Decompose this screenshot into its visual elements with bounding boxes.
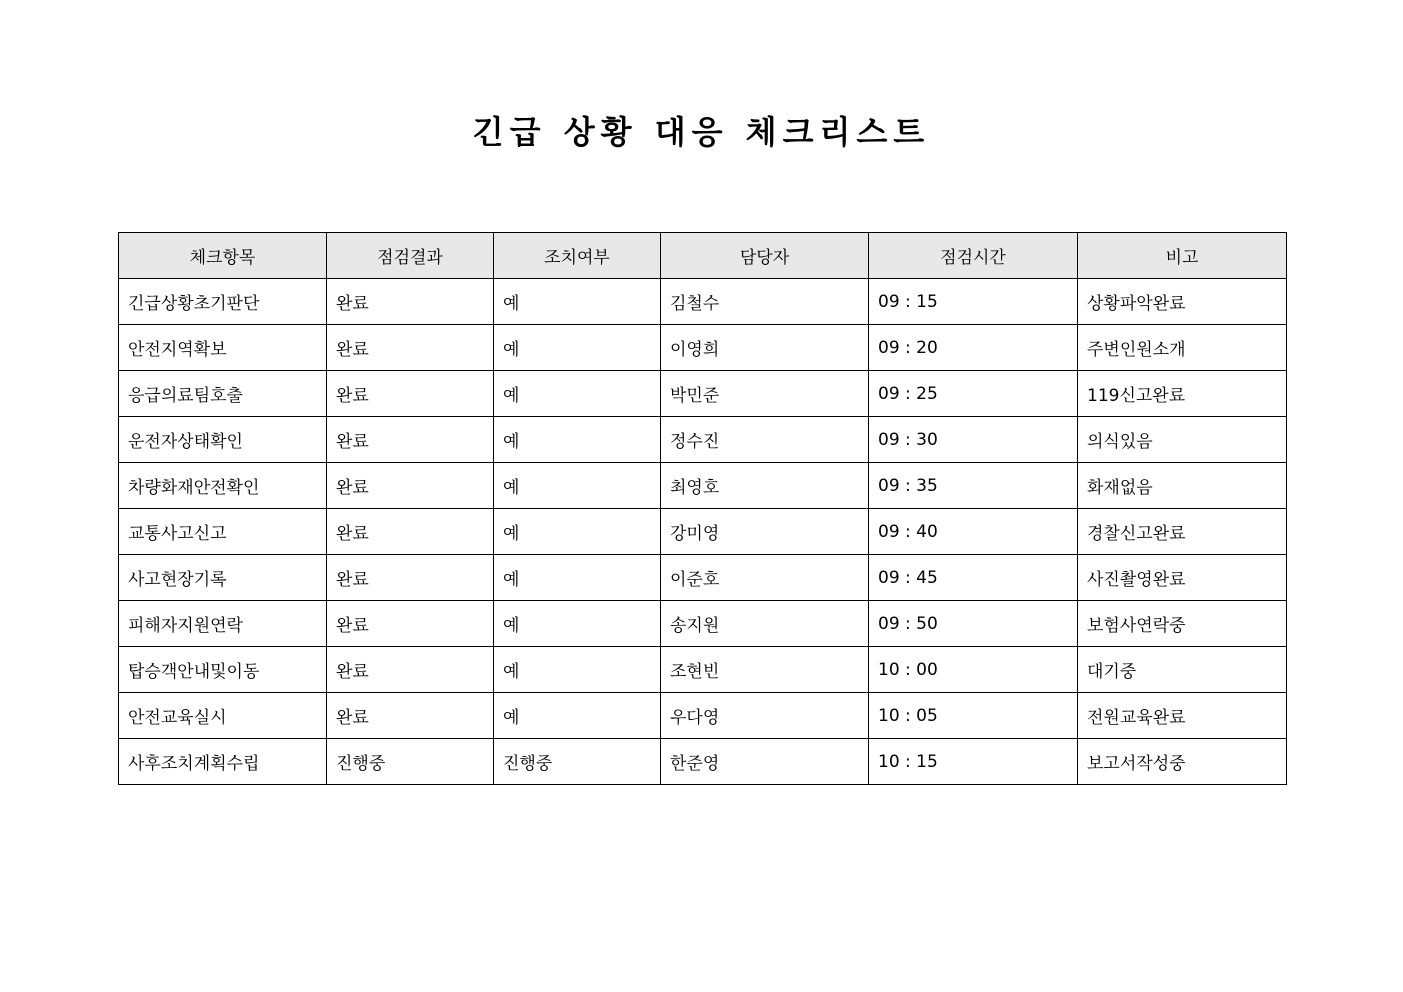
cell-inspection-time: 10 : 00 (869, 647, 1078, 693)
header-inspection-result: 점검결과 (327, 233, 494, 279)
cell-action-taken: 예 (494, 325, 661, 371)
cell-inspection-time: 09 : 20 (869, 325, 1078, 371)
cell-check-item: 운전자상태확인 (119, 417, 327, 463)
cell-person-in-charge: 한준영 (661, 739, 869, 785)
cell-person-in-charge: 정수진 (661, 417, 869, 463)
cell-inspection-result: 완료 (327, 325, 494, 371)
cell-remarks: 119신고완료 (1078, 371, 1287, 417)
cell-action-taken: 예 (494, 417, 661, 463)
cell-action-taken: 예 (494, 509, 661, 555)
cell-action-taken: 예 (494, 601, 661, 647)
cell-remarks: 전원교육완료 (1078, 693, 1287, 739)
table-row (119, 555, 1287, 601)
cell-inspection-result: 완료 (327, 417, 494, 463)
cell-remarks: 상황파악완료 (1078, 279, 1287, 325)
table-row (119, 371, 1287, 417)
header-check-item: 체크항목 (119, 233, 327, 279)
cell-remarks: 화재없음 (1078, 463, 1287, 509)
cell-inspection-time: 10 : 05 (869, 693, 1078, 739)
cell-inspection-result: 완료 (327, 693, 494, 739)
cell-action-taken: 예 (494, 555, 661, 601)
cell-remarks: 보고서작성중 (1078, 739, 1287, 785)
table-header-row (119, 233, 1287, 279)
header-action-taken: 조치여부 (494, 233, 661, 279)
cell-action-taken: 예 (494, 371, 661, 417)
header-person-in-charge: 담당자 (661, 233, 869, 279)
cell-check-item: 피해자지원연락 (119, 601, 327, 647)
cell-person-in-charge: 송지원 (661, 601, 869, 647)
cell-check-item: 차량화재안전확인 (119, 463, 327, 509)
table-row (119, 325, 1287, 371)
cell-action-taken: 예 (494, 463, 661, 509)
cell-remarks: 보험사연락중 (1078, 601, 1287, 647)
cell-person-in-charge: 강미영 (661, 509, 869, 555)
cell-inspection-result: 완료 (327, 509, 494, 555)
table-row (119, 647, 1287, 693)
cell-person-in-charge: 우다영 (661, 693, 869, 739)
cell-inspection-time: 09 : 50 (869, 601, 1078, 647)
cell-remarks: 대기중 (1078, 647, 1287, 693)
cell-check-item: 안전교육실시 (119, 693, 327, 739)
cell-inspection-time: 10 : 15 (869, 739, 1078, 785)
table-row (119, 279, 1287, 325)
header-inspection-time: 점검시간 (869, 233, 1078, 279)
cell-check-item: 응급의료팀호출 (119, 371, 327, 417)
cell-inspection-time: 09 : 40 (869, 509, 1078, 555)
cell-person-in-charge: 조현빈 (661, 647, 869, 693)
cell-remarks: 사진촬영완료 (1078, 555, 1287, 601)
cell-inspection-result: 완료 (327, 555, 494, 601)
cell-action-taken: 진행중 (494, 739, 661, 785)
table-row (119, 509, 1287, 555)
cell-check-item: 탑승객안내및이동 (119, 647, 327, 693)
cell-inspection-result: 완료 (327, 279, 494, 325)
table-row (119, 739, 1287, 785)
cell-check-item: 안전지역확보 (119, 325, 327, 371)
table-row (119, 693, 1287, 739)
cell-remarks: 의식있음 (1078, 417, 1287, 463)
cell-check-item: 사후조치계획수립 (119, 739, 327, 785)
cell-inspection-result: 완료 (327, 371, 494, 417)
cell-remarks: 경찰신고완료 (1078, 509, 1287, 555)
cell-action-taken: 예 (494, 279, 661, 325)
cell-inspection-result: 완료 (327, 463, 494, 509)
cell-inspection-result: 완료 (327, 647, 494, 693)
cell-inspection-time: 09 : 15 (869, 279, 1078, 325)
cell-person-in-charge: 이영희 (661, 325, 869, 371)
cell-person-in-charge: 박민준 (661, 371, 869, 417)
cell-inspection-result: 완료 (327, 601, 494, 647)
cell-person-in-charge: 김철수 (661, 279, 869, 325)
cell-inspection-time: 09 : 25 (869, 371, 1078, 417)
header-remarks: 비고 (1078, 233, 1287, 279)
table-row (119, 417, 1287, 463)
cell-inspection-time: 09 : 45 (869, 555, 1078, 601)
table-row (119, 463, 1287, 509)
cell-inspection-time: 09 : 30 (869, 417, 1078, 463)
cell-person-in-charge: 최영호 (661, 463, 869, 509)
cell-action-taken: 예 (494, 647, 661, 693)
cell-check-item: 교통사고신고 (119, 509, 327, 555)
cell-action-taken: 예 (494, 693, 661, 739)
table-row (119, 601, 1287, 647)
cell-inspection-result: 진행중 (327, 739, 494, 785)
cell-person-in-charge: 이준호 (661, 555, 869, 601)
page-title: 긴급 상황 대응 체크리스트 (472, 113, 931, 151)
cell-remarks: 주변인원소개 (1078, 325, 1287, 371)
cell-check-item: 사고현장기록 (119, 555, 327, 601)
cell-check-item: 긴급상황초기판단 (119, 279, 327, 325)
checklist-table (118, 232, 1287, 785)
cell-inspection-time: 09 : 35 (869, 463, 1078, 509)
